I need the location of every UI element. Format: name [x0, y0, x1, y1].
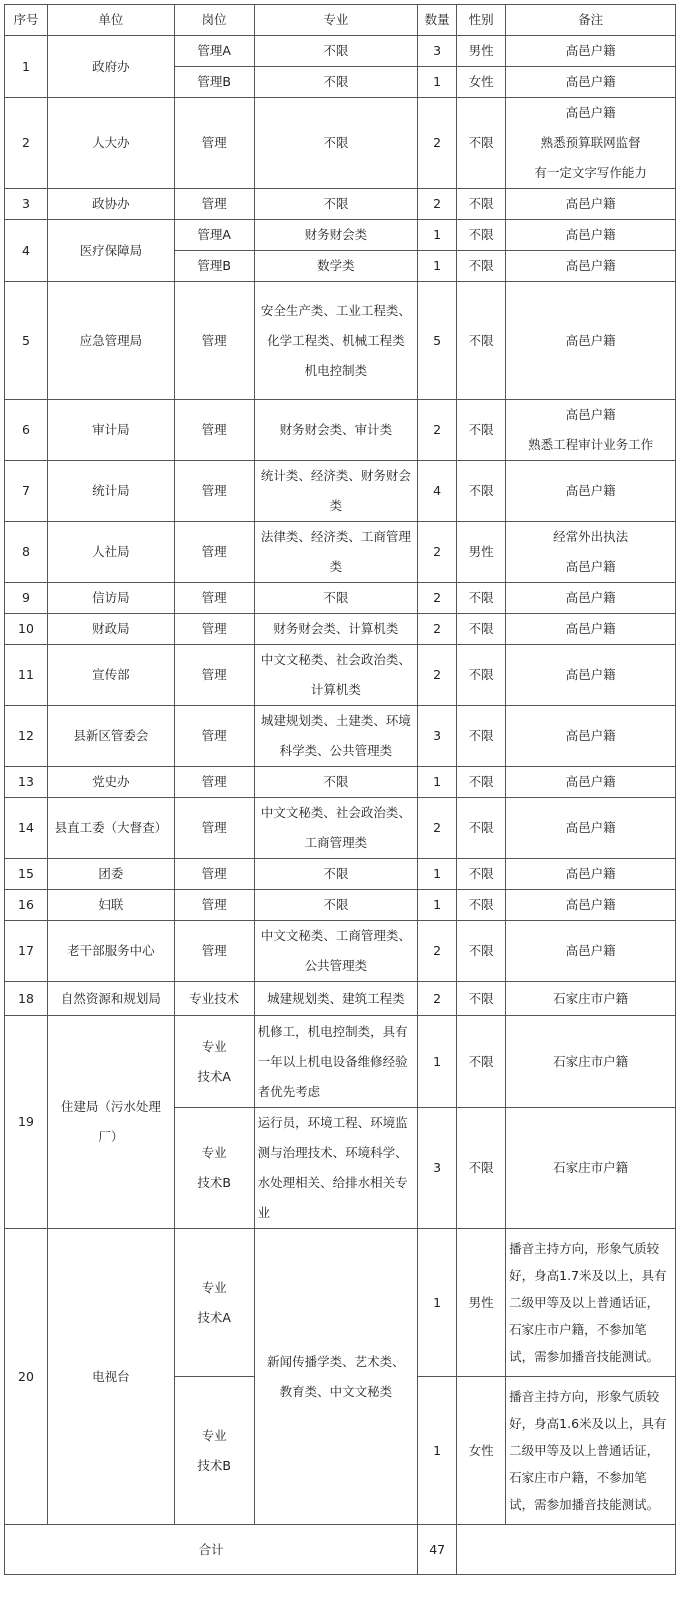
- cell-count: 1: [418, 859, 457, 890]
- cell-unit: 人大办: [47, 98, 174, 189]
- cell-position: 管理: [174, 614, 254, 645]
- cell-note: [506, 522, 676, 583]
- cell-position: 管理B: [174, 251, 254, 282]
- cell-note: 高邑户籍: [506, 189, 676, 220]
- note-line: 有一定文字写作能力: [534, 165, 647, 180]
- header-no: 序号: [5, 5, 48, 36]
- cell-note: 高邑户籍: [506, 583, 676, 614]
- header-position: 岗位: [174, 5, 254, 36]
- cell-position: [174, 1377, 254, 1525]
- cell-position: [174, 1229, 254, 1377]
- cell-unit: 老干部服务中心: [47, 921, 174, 982]
- cell-position: [174, 1108, 254, 1229]
- cell-no: 13: [5, 767, 48, 798]
- cell-note: 高邑户籍: [506, 282, 676, 400]
- cell-gender: 不限: [457, 189, 506, 220]
- cell-count: 2: [418, 645, 457, 706]
- cell-note: 高邑户籍: [506, 251, 676, 282]
- cell-gender: 不限: [457, 98, 506, 189]
- cell-count: 3: [418, 706, 457, 767]
- cell-count: 2: [418, 400, 457, 461]
- cell-note: [506, 400, 676, 461]
- cell-unit: 审计局: [47, 400, 174, 461]
- cell-major: 财务财会类、计算机类: [254, 614, 418, 645]
- cell-note: 石家庄市户籍: [506, 1108, 676, 1229]
- cell-major: 不限: [254, 859, 418, 890]
- major-line: 测与治理技术、环境科学、: [257, 1145, 408, 1160]
- cell-unit: 电视台: [47, 1229, 174, 1525]
- header-gender: 性别: [457, 5, 506, 36]
- cell-position: 管理: [174, 522, 254, 583]
- cell-unit: 县直工委（大督查）: [47, 798, 174, 859]
- note-line: 二级甲等及以上普通话证，: [509, 1443, 660, 1458]
- cell-count: 5: [418, 282, 457, 400]
- table-row: [5, 982, 676, 1016]
- cell-position: 管理: [174, 767, 254, 798]
- cell-count: 2: [418, 798, 457, 859]
- cell-count: 1: [418, 1016, 457, 1108]
- cell-no: 12: [5, 706, 48, 767]
- major-line: 中文文秘类、工商管理类、: [260, 928, 411, 943]
- cell-gender: 不限: [457, 645, 506, 706]
- cell-major: [254, 522, 418, 583]
- table-row: [5, 220, 676, 251]
- cell-count: 1: [418, 251, 457, 282]
- major-line: 运行员，环境工程、环境监: [257, 1115, 408, 1130]
- cell-no: 8: [5, 522, 48, 583]
- cell-gender: 不限: [457, 859, 506, 890]
- cell-major: 财务财会类、审计类: [254, 400, 418, 461]
- cell-gender: 不限: [457, 583, 506, 614]
- cell-position: 管理: [174, 189, 254, 220]
- cell-unit: 信访局: [47, 583, 174, 614]
- major-line: 业: [257, 1205, 271, 1220]
- cell-position: 专业技术: [174, 982, 254, 1016]
- cell-no: 3: [5, 189, 48, 220]
- header-count: 数量: [418, 5, 457, 36]
- cell-note: 高邑户籍: [506, 614, 676, 645]
- cell-count: 3: [418, 36, 457, 67]
- cell-position: 管理A: [174, 220, 254, 251]
- note-line: 好，身高1.7米及以上，具有: [509, 1268, 667, 1283]
- cell-major: 不限: [254, 67, 418, 98]
- major-line: 计算机类: [310, 682, 361, 697]
- cell-position: 管理: [174, 583, 254, 614]
- cell-major: 不限: [254, 98, 418, 189]
- note-line: 经常外出执法: [553, 529, 629, 544]
- cell-unit: [47, 1016, 174, 1229]
- header-major: 专业: [254, 5, 418, 36]
- cell-no: 20: [5, 1229, 48, 1525]
- cell-count: 2: [418, 98, 457, 189]
- cell-count: 2: [418, 614, 457, 645]
- major-line: 水处理相关、给排水相关专: [257, 1175, 408, 1190]
- cell-count: 1: [418, 220, 457, 251]
- cell-position: 管理B: [174, 67, 254, 98]
- cell-gender: 不限: [457, 890, 506, 921]
- cell-unit: 人社局: [47, 522, 174, 583]
- table-row: [5, 461, 676, 522]
- cell-no: 18: [5, 982, 48, 1016]
- cell-no: 4: [5, 220, 48, 282]
- cell-note: 高邑户籍: [506, 36, 676, 67]
- cell-major: [254, 1016, 418, 1108]
- cell-no: 5: [5, 282, 48, 400]
- note-line: 试，需参加播音技能测试。: [509, 1349, 660, 1364]
- cell-no: 14: [5, 798, 48, 859]
- cell-note: 高邑户籍: [506, 798, 676, 859]
- cell-gender: 女性: [457, 1377, 506, 1525]
- table-row: [5, 189, 676, 220]
- cell-position: 管理: [174, 282, 254, 400]
- cell-count: 1: [418, 67, 457, 98]
- table-row: [5, 614, 676, 645]
- major-line: 类: [329, 498, 343, 513]
- cell-note: 石家庄市户籍: [506, 982, 676, 1016]
- table-row: [5, 583, 676, 614]
- cell-count: 1: [418, 890, 457, 921]
- recruitment-table: [4, 4, 676, 1575]
- note-line: 高邑户籍: [565, 559, 616, 574]
- note-line: 好，身高1.6米及以上，具有: [509, 1416, 667, 1431]
- table-row: [5, 798, 676, 859]
- cell-count: 1: [418, 1229, 457, 1377]
- cell-gender: 不限: [457, 220, 506, 251]
- cell-position: 管理A: [174, 36, 254, 67]
- cell-note: 高邑户籍: [506, 645, 676, 706]
- cell-gender: 男性: [457, 36, 506, 67]
- cell-no: 1: [5, 36, 48, 98]
- major-line: 安全生产类、工业工程类、: [260, 302, 411, 318]
- total-label: 合计: [5, 1525, 418, 1575]
- cell-major: 城建规划类、建筑工程类: [254, 982, 418, 1016]
- major-line: 类: [329, 559, 343, 574]
- cell-gender: 男性: [457, 522, 506, 583]
- cell-position: 管理: [174, 859, 254, 890]
- cell-position: 管理: [174, 706, 254, 767]
- cell-count: 1: [418, 767, 457, 798]
- cell-count: 2: [418, 583, 457, 614]
- cell-no: 19: [5, 1016, 48, 1229]
- note-line: 熟悉工程审计业务工作: [528, 437, 654, 452]
- cell-major: [254, 282, 418, 400]
- note-line: 试，需参加播音技能测试。: [509, 1497, 660, 1512]
- unit-line: 住建局（污水处理: [60, 1099, 161, 1114]
- cell-position: 管理: [174, 461, 254, 522]
- cell-no: 2: [5, 98, 48, 189]
- header-note: 备注: [506, 5, 676, 36]
- major-line: 中文文秘类、社会政治类、: [260, 652, 411, 667]
- note-line: 石家庄市户籍，不参加笔: [509, 1322, 647, 1337]
- cell-unit: 自然资源和规划局: [47, 982, 174, 1016]
- note-line: 播音主持方向，形象气质较: [509, 1241, 660, 1256]
- total-row: [5, 1525, 676, 1575]
- major-line: 科学类、公共管理类: [279, 743, 393, 758]
- cell-gender: 不限: [457, 767, 506, 798]
- cell-position: [174, 1016, 254, 1108]
- position-line: 技术B: [197, 1175, 231, 1190]
- cell-no: 17: [5, 921, 48, 982]
- cell-unit: 县新区管委会: [47, 706, 174, 767]
- table-row: [5, 1016, 676, 1108]
- note-line: 石家庄市户籍，不参加笔: [509, 1470, 647, 1485]
- table-row: [5, 890, 676, 921]
- cell-unit: 政协办: [47, 189, 174, 220]
- position-line: 技术B: [197, 1457, 231, 1473]
- total-count: 47: [418, 1525, 457, 1575]
- note-line: 高邑户籍: [565, 407, 616, 422]
- cell-gender: 不限: [457, 614, 506, 645]
- cell-note: 石家庄市户籍: [506, 1016, 676, 1108]
- note-line: 播音主持方向，形象气质较: [509, 1389, 660, 1404]
- cell-major: 数学类: [254, 251, 418, 282]
- major-line: 工商管理类: [304, 835, 368, 850]
- cell-unit: 应急管理局: [47, 282, 174, 400]
- cell-count: 2: [418, 982, 457, 1016]
- cell-gender: 不限: [457, 1108, 506, 1229]
- cell-no: 9: [5, 583, 48, 614]
- major-line: 者优先考虑: [257, 1083, 321, 1099]
- cell-no: 15: [5, 859, 48, 890]
- cell-unit: 财政局: [47, 614, 174, 645]
- cell-major: 不限: [254, 36, 418, 67]
- cell-position: 管理: [174, 921, 254, 982]
- cell-unit: 妇联: [47, 890, 174, 921]
- cell-note: [506, 98, 676, 189]
- cell-major: [254, 461, 418, 522]
- cell-note: 高邑户籍: [506, 859, 676, 890]
- cell-unit: 医疗保障局: [47, 220, 174, 282]
- cell-count: 2: [418, 921, 457, 982]
- table-row: [5, 767, 676, 798]
- position-line: 专业: [201, 1145, 227, 1160]
- cell-major: 不限: [254, 583, 418, 614]
- position-line: 专业: [201, 1279, 227, 1295]
- unit-line: 厂）: [98, 1129, 124, 1144]
- cell-position: 管理: [174, 890, 254, 921]
- cell-no: 16: [5, 890, 48, 921]
- table-row: [5, 522, 676, 583]
- cell-note: 高邑户籍: [506, 67, 676, 98]
- cell-note: 高邑户籍: [506, 220, 676, 251]
- cell-unit: 团委: [47, 859, 174, 890]
- cell-major: 不限: [254, 890, 418, 921]
- total-blank: [457, 1525, 676, 1575]
- cell-unit: 政府办: [47, 36, 174, 98]
- cell-position: 管理: [174, 400, 254, 461]
- cell-major: [254, 1108, 418, 1229]
- cell-major: [254, 706, 418, 767]
- cell-gender: 不限: [457, 982, 506, 1016]
- major-line: 机电控制类: [304, 362, 368, 378]
- cell-unit: 党史办: [47, 767, 174, 798]
- cell-major: 不限: [254, 189, 418, 220]
- cell-gender: 不限: [457, 400, 506, 461]
- note-line: 二级甲等及以上普通话证，: [509, 1295, 660, 1310]
- cell-major: [254, 798, 418, 859]
- cell-count: 2: [418, 189, 457, 220]
- cell-major: [254, 921, 418, 982]
- major-line: 公共管理类: [304, 958, 368, 973]
- note-line: 高邑户籍: [565, 105, 616, 120]
- major-line: 化学工程类、机械工程类: [267, 332, 405, 348]
- cell-count: 4: [418, 461, 457, 522]
- position-line: 技术A: [197, 1068, 231, 1084]
- header-row: [5, 5, 676, 36]
- cell-note: 高邑户籍: [506, 890, 676, 921]
- major-line: 统计类、经济类、财务财会: [260, 468, 411, 483]
- cell-count: 1: [418, 1377, 457, 1525]
- cell-no: 6: [5, 400, 48, 461]
- table-row: [5, 1229, 676, 1377]
- major-line: 法律类、经济类、工商管理: [260, 529, 411, 544]
- cell-gender: 不限: [457, 706, 506, 767]
- cell-count: 2: [418, 522, 457, 583]
- cell-major: 不限: [254, 767, 418, 798]
- table-row: [5, 36, 676, 67]
- table-row: [5, 921, 676, 982]
- cell-major: 财务财会类: [254, 220, 418, 251]
- major-line: 中文文秘类、社会政治类、: [260, 805, 411, 820]
- table-row: [5, 859, 676, 890]
- table-row: [5, 98, 676, 189]
- table-row: [5, 645, 676, 706]
- note-line: 熟悉预算联网监督: [540, 135, 641, 150]
- cell-gender: 不限: [457, 282, 506, 400]
- cell-no: 7: [5, 461, 48, 522]
- cell-note: 高邑户籍: [506, 767, 676, 798]
- major-line: 教育类、中文文秘类: [279, 1383, 393, 1399]
- cell-gender: 不限: [457, 921, 506, 982]
- position-line: 专业: [201, 1038, 227, 1054]
- cell-position: 管理: [174, 98, 254, 189]
- cell-no: 11: [5, 645, 48, 706]
- cell-gender: 男性: [457, 1229, 506, 1377]
- cell-gender: 不限: [457, 461, 506, 522]
- header-unit: 单位: [47, 5, 174, 36]
- cell-major: [254, 1229, 418, 1525]
- major-line: 城建规划类、土建类、环境: [260, 713, 411, 728]
- position-line: 技术A: [197, 1309, 231, 1325]
- cell-count: 3: [418, 1108, 457, 1229]
- table-row: [5, 706, 676, 767]
- cell-note: 高邑户籍: [506, 461, 676, 522]
- cell-note: 高邑户籍: [506, 921, 676, 982]
- table-row: [5, 282, 676, 400]
- cell-gender: 女性: [457, 67, 506, 98]
- cell-note: [506, 1229, 676, 1377]
- cell-major: [254, 645, 418, 706]
- cell-gender: 不限: [457, 798, 506, 859]
- cell-position: 管理: [174, 645, 254, 706]
- cell-unit: 统计局: [47, 461, 174, 522]
- cell-note: [506, 1377, 676, 1525]
- table-row: [5, 400, 676, 461]
- major-line: 一年以上机电设备维修经验: [257, 1053, 408, 1069]
- cell-position: 管理: [174, 798, 254, 859]
- cell-gender: 不限: [457, 251, 506, 282]
- major-line: 机修工，机电控制类，具有: [257, 1023, 408, 1039]
- cell-no: 10: [5, 614, 48, 645]
- cell-gender: 不限: [457, 1016, 506, 1108]
- cell-unit: 宣传部: [47, 645, 174, 706]
- cell-note: 高邑户籍: [506, 706, 676, 767]
- major-line: 新闻传播学类、艺术类、: [267, 1353, 405, 1369]
- position-line: 专业: [201, 1427, 227, 1443]
